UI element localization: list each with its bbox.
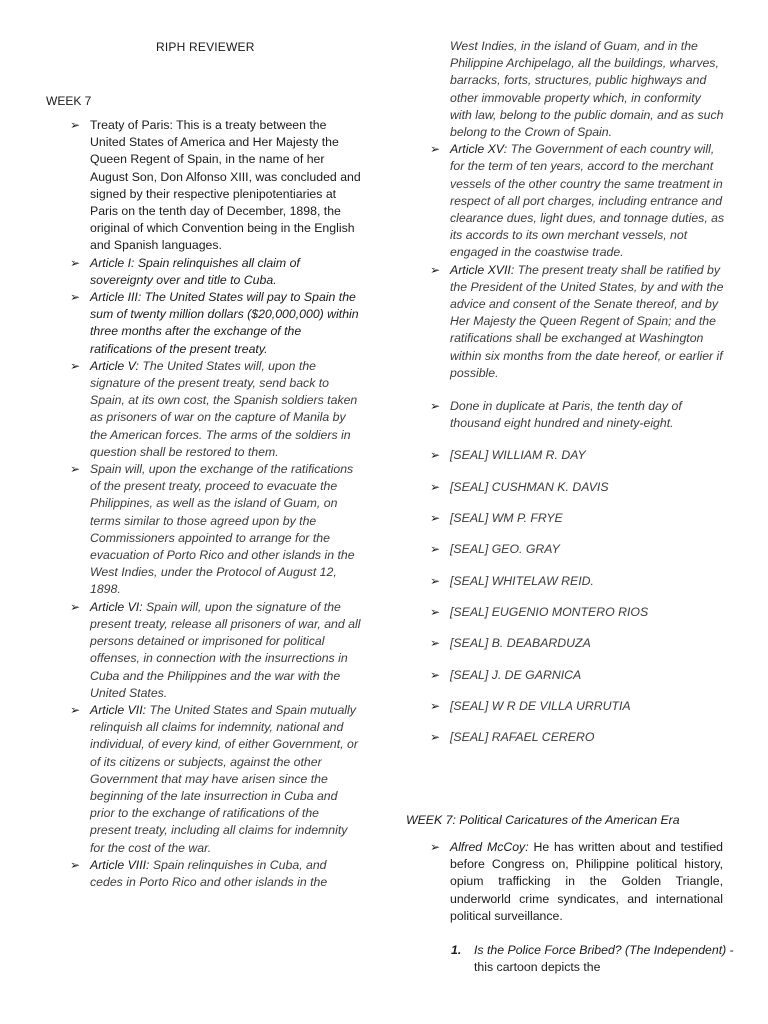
article-15-text: The Government of each country will, for the term of ten years, accord to the merchant vessels of the other country the same treatment in respect of all port charges, including entrance and clearance dues, light dues, and tonnage duties, as its accords to its own merchant vessels, not engaged in the coastwise trade. [450, 142, 725, 260]
list-item-article-5 [70, 358, 362, 461]
list-item-article-7 [70, 702, 362, 857]
arrow-bullet-icon: ➢ [430, 448, 441, 463]
seal-item [430, 541, 726, 558]
article-7-label: Article VII: [90, 702, 147, 717]
arrow-bullet-icon: ➢ [430, 698, 441, 713]
arrow-bullet-icon: ➢ [70, 358, 81, 373]
seal-item [430, 667, 726, 684]
seal-name: [SEAL] WHITELAW REID. [450, 573, 594, 588]
article-15-label: Article XV: [450, 142, 508, 157]
list-item-article-1 [70, 255, 362, 289]
cartoon-description: - this cartoon depicts the [474, 943, 734, 975]
article-7-text: The United States and Spain mutually relinquish all claims for indemnity, national and individual, of every kind, of either Government, or of its citizens or subjects, against the other Government that may have arisen since the beginning of the late insurrection in Cuba and prior to the exchange of ratifications of the present treaty, including all claims for indemnity for the cost of the war. [90, 702, 358, 855]
list-item-article-3 [70, 289, 362, 358]
arrow-bullet-icon: ➢ [70, 255, 81, 270]
seal-name: [SEAL] GEO. GRAY [450, 542, 560, 557]
seal-item [430, 604, 726, 621]
arrow-bullet-icon: ➢ [70, 857, 81, 872]
seal-item [430, 635, 726, 652]
article-17-text: The present treaty shall be ratified by the President of the United States, by and with the advice and consent of the Senate thereof, and by Her Majesty the Queen Regent of Spain; and the ratifications shall be exchanged at Washington within six months from the date hereof, or earlier if possible. [450, 262, 724, 380]
arrow-bullet-icon: ➢ [70, 462, 81, 477]
seal-item [430, 573, 726, 590]
article-17-label: Article XVII: [450, 262, 515, 277]
arrow-bullet-icon: ➢ [70, 702, 81, 717]
seal-name: [SEAL] WM P. FRYE [450, 511, 563, 526]
list-item-article-17 [430, 262, 726, 382]
numbered-list-item [451, 942, 746, 976]
page-title: RIPH REVIEWER [156, 40, 255, 54]
arrow-bullet-icon: ➢ [430, 542, 441, 557]
article-8-label: Article VIII: [90, 857, 150, 872]
arrow-bullet-icon: ➢ [430, 573, 441, 588]
arrow-bullet-icon: ➢ [430, 142, 441, 157]
article-5-text: The United States will, upon the signature of the present treaty, send back to Spain, at its own cost, the Spanish soldiers taken as prisoners of war on the capture of Manila by the American forces. The arms of the soldiers in question shall be restored to them. [90, 358, 358, 459]
evacuation-text: Spain will, upon the exchange of the ratifications of the present treaty, proceed to evacuate the Philippines, as well as the island of Guam, on terms similar to those agreed upon by the Commissioners appointed to arrange for the evacuation of Porto Rico and other islands in the West Indies, under the Protocol of August 12, 1898. [90, 462, 355, 597]
seal-item [430, 729, 726, 746]
left-column [70, 117, 362, 891]
list-item-done-in-duplicate [430, 398, 726, 432]
seal-name: [SEAL] CUSHMAN K. DAVIS [450, 479, 609, 494]
list-item-article-8 [70, 857, 362, 891]
mccoy-block [430, 839, 723, 925]
arrow-bullet-icon: ➢ [430, 667, 441, 682]
seal-name: [SEAL] EUGENIO MONTERO RIOS [450, 604, 649, 619]
article-6-text: Spain will, upon the signature of the present treaty, release all prisoners of war, and all persons detained or imprisoned for political offenses, in connection with the insurrections in Cuba and the Philippines and the war with the United States. [90, 599, 361, 700]
arrow-bullet-icon: ➢ [70, 118, 81, 132]
section-heading-caricatures: WEEK 7: Political Caricatures of the American Era [406, 813, 680, 827]
article-8-continuation: West Indies, in the island of Guam, and in the Philippine Archipelago, all the buildings, wharves, barracks, forts, structures, public highways and other immovable property which, in conformity with law, belong to the public domain, and as such belong to the Crown of Spain. [450, 39, 724, 140]
article-3-text: Article III: The United States will pay to Spain the sum of twenty million dollars ($20,000,000) within three months after the exchange of the ratifications of the present treaty. [90, 290, 359, 356]
arrow-bullet-icon: ➢ [430, 636, 441, 651]
article-8-text: Spain relinquishes in Cuba, and cedes in Porto Rico and other islands in the [90, 857, 328, 889]
arrow-bullet-icon: ➢ [430, 604, 441, 619]
seal-name: [SEAL] RAFAEL CERERO [450, 730, 595, 745]
arrow-bullet-icon: ➢ [430, 840, 441, 854]
arrow-bullet-icon: ➢ [430, 479, 441, 494]
list-item-treaty-intro [70, 117, 362, 255]
article-6-label: Article VI: [90, 599, 143, 614]
arrow-bullet-icon: ➢ [430, 511, 441, 526]
seal-name: [SEAL] WILLIAM R. DAY [450, 448, 586, 463]
arrow-bullet-icon: ➢ [70, 599, 81, 614]
seal-item [430, 447, 726, 464]
mccoy-label: Alfred McCoy: [450, 840, 529, 854]
arrow-bullet-icon: ➢ [430, 399, 441, 414]
mccoy-text: He has written about and testified before Congress on, Philippine political history, opium trafficking in the Golden Triangle, underworld crime syndicates, and international political surveillance. [450, 840, 723, 923]
list-number: 1. [451, 943, 462, 957]
article-1-text: Article I: Spain relinquishes all claim of sovereignty over and title to Cuba. [90, 255, 300, 287]
arrow-bullet-icon: ➢ [430, 262, 441, 277]
treaty-intro-text: Treaty of Paris: This is a treaty between the United States of America and Her Majesty the Queen Regent of Spain, in the name of her August Son, Don Alfonso XIII, was concluded and signed by their respective plenipotentiaries at Paris on the tenth day of December, 1898, the original of which Convention being in the English and Spanish languages. [90, 118, 361, 253]
article-5-label: Article V: [90, 358, 139, 373]
cartoon-title: Is the Police Force Bribed? (The Independent) [474, 943, 727, 957]
seal-item [430, 479, 726, 496]
seal-list [430, 447, 726, 746]
seal-name: [SEAL] B. DEABARDUZA [450, 636, 591, 651]
right-column [430, 38, 726, 760]
seal-name: [SEAL] J. DE GARNICA [450, 667, 582, 682]
arrow-bullet-icon: ➢ [430, 730, 441, 745]
seal-item [430, 510, 726, 527]
list-item-alfred-mccoy [430, 839, 723, 925]
week-heading: WEEK 7 [46, 94, 92, 108]
arrow-bullet-icon: ➢ [70, 290, 81, 305]
list-item-article-15 [430, 141, 726, 261]
list-item-evacuation [70, 461, 362, 599]
done-text: Done in duplicate at Paris, the tenth day of thousand eight hundred and ninety-eight. [450, 399, 682, 431]
seal-name: [SEAL] W R DE VILLA URRUTIA [450, 698, 631, 713]
list-item-article-6 [70, 599, 362, 702]
seal-item [430, 698, 726, 715]
